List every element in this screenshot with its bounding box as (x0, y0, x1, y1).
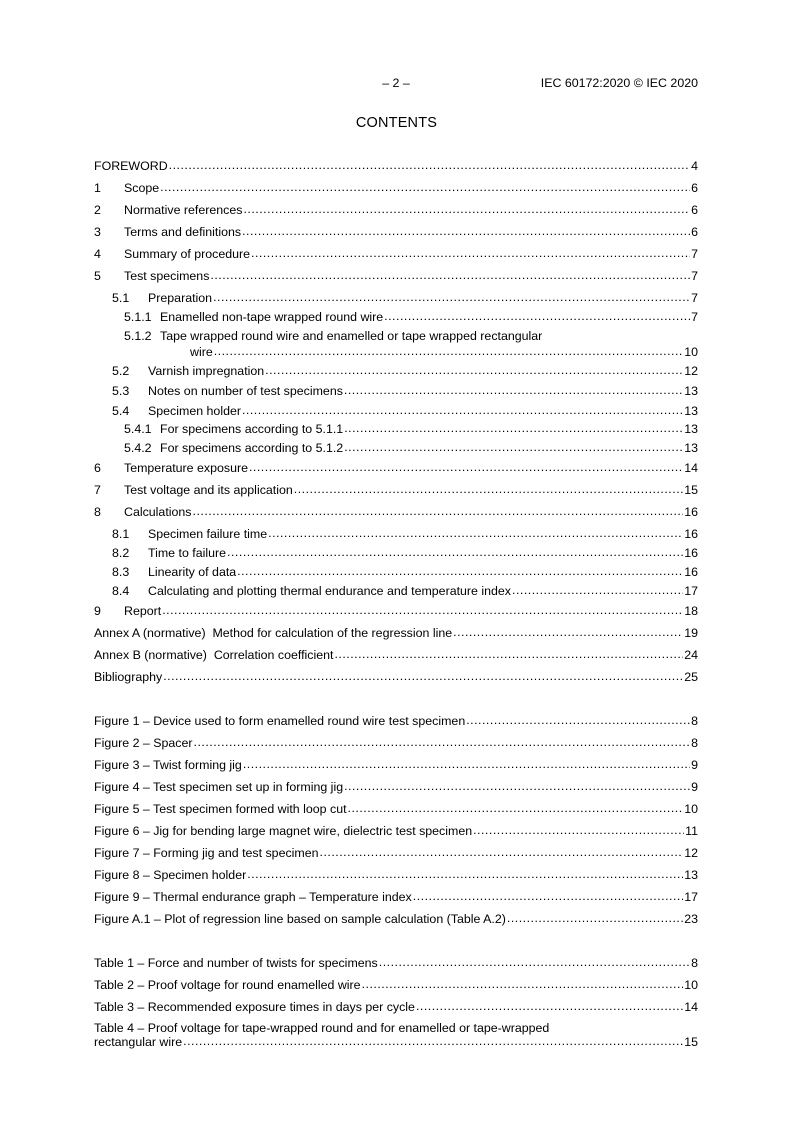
toc-entry-text: Test specimens (124, 269, 210, 283)
figure-entry[interactable] (94, 846, 698, 860)
toc-entry-report[interactable] (94, 604, 698, 618)
toc-entry-text: Notes on number of test specimens (148, 384, 343, 398)
toc-entry-page: 16 (684, 565, 698, 579)
toc-entry-calculating-and-plotting[interactable] (94, 584, 698, 598)
toc-entry-text: Calculating and plotting thermal endurance and temperature index (148, 584, 512, 598)
toc-entry-text: Preparation (148, 291, 213, 305)
toc-entry-scope[interactable] (94, 181, 698, 195)
table-entry-text: Table 4 – Proof voltage for tape-wrapped round and for enamelled or tape-wrapped (94, 1021, 550, 1035)
toc-entry-test-specimens[interactable] (94, 269, 698, 283)
toc-entry-text: Enamelled non-tape wrapped round wire (160, 310, 384, 324)
toc-entry-page: 10 (684, 345, 698, 359)
figure-entry[interactable] (94, 714, 698, 728)
figure-entry-text: Figure 3 – Twist forming jig (94, 758, 242, 772)
toc-entry-page: 7 (691, 269, 698, 283)
toc-entry-time-to-failure[interactable] (94, 546, 698, 560)
figure-entry[interactable] (94, 736, 698, 750)
toc-entry-page: 12 (684, 364, 698, 378)
toc-entry-page: 13 (684, 384, 698, 398)
toc-entry-notes-on-number[interactable] (94, 384, 698, 398)
toc-entry-page: 24 (684, 648, 698, 662)
toc-entry-number: 8.1 (112, 527, 130, 541)
toc-entry-temperature-exposure[interactable] (94, 461, 698, 475)
page-header (94, 76, 698, 92)
toc-entry-specimens-5-1-1[interactable] (94, 422, 698, 436)
toc-entry-text: Specimen failure time (148, 527, 268, 541)
toc-entry-tape-wrapped-round-wire[interactable] (94, 329, 698, 359)
table-entry-page: 15 (684, 1035, 698, 1049)
figure-entry[interactable] (94, 758, 698, 772)
toc-entry-specimens-5-1-2[interactable] (94, 441, 698, 455)
toc-entry-text: Summary of procedure (124, 247, 251, 261)
toc-entry-text: Time to failure (148, 546, 227, 560)
toc-entry-page: 16 (684, 546, 698, 560)
table-entry[interactable] (94, 1000, 698, 1014)
toc-entry-preparation[interactable] (94, 291, 698, 305)
table-entry-text: Table 2 – Proof voltage for round enamelled wire (94, 978, 361, 992)
page-title: CONTENTS (355, 115, 438, 131)
toc-entry-number: 3 (94, 225, 101, 239)
toc-entry-number: 6 (94, 461, 101, 475)
toc-entry-page: 16 (684, 505, 698, 519)
figure-entry-page: 8 (691, 736, 698, 750)
table-entry-page: 10 (684, 978, 698, 992)
toc-entry-annex-b[interactable] (94, 648, 698, 662)
table-entry-text: Table 3 – Recommended exposure times in days per cycle (94, 1000, 415, 1014)
toc-entry-number: 5.2 (112, 364, 130, 378)
toc-entry-number: 5.3 (112, 384, 130, 398)
toc-entry-text: Normative references (124, 203, 243, 217)
toc-entry-page: 7 (691, 247, 698, 261)
figure-entry-page: 11 (685, 824, 698, 838)
toc-entry-text: Test voltage and its application (124, 483, 293, 497)
toc-entry-number: 5 (94, 269, 101, 283)
toc-entry-page: 13 (684, 422, 698, 436)
toc-entry-text: Annex B (normative) Correlation coefficient (94, 648, 334, 662)
toc-entry-number: 8.3 (112, 565, 130, 579)
toc-entry-varnish-impregnation[interactable] (94, 364, 698, 378)
figure-entry-text: Figure 9 – Thermal endurance graph – Temperature index (94, 890, 412, 904)
toc-entry-number: 7 (94, 483, 101, 497)
toc-entry-specimen-failure-time[interactable] (94, 527, 698, 541)
figure-entry-page: 17 (684, 890, 698, 904)
figure-entry-text: Figure 7 – Forming jig and test specimen (94, 846, 319, 860)
toc-entry-foreword[interactable] (94, 159, 698, 173)
figure-entry[interactable] (94, 890, 698, 904)
figure-entry[interactable] (94, 780, 698, 794)
figure-entry-page: 8 (691, 714, 698, 728)
toc-entry-page: 7 (691, 310, 698, 324)
table-entry-page: 8 (691, 956, 698, 970)
toc-entry-text: For specimens according to 5.1.2 (160, 441, 344, 455)
figure-entry-text: Figure 4 – Test specimen set up in forming jig (94, 780, 344, 794)
toc-entry-text: Terms and definitions (124, 225, 242, 239)
toc-entry-number: 5.1 (112, 291, 130, 305)
toc-entry-number: 2 (94, 203, 101, 217)
toc-entry-number: 4 (94, 247, 101, 261)
toc-entry-number: 8.4 (112, 584, 130, 598)
toc-entry-page: 25 (684, 670, 698, 684)
toc-entry-summary-of-procedure[interactable] (94, 247, 698, 261)
figure-entry-text: Figure A.1 – Plot of regression line based on sample calculation (Table A.2) (94, 912, 506, 926)
table-entry-page: 14 (684, 1000, 698, 1014)
figure-entry[interactable] (94, 802, 698, 816)
toc-entry-page: 6 (691, 225, 698, 239)
toc-entry-calculations[interactable] (94, 505, 698, 519)
figure-entry-text: Figure 8 – Specimen holder (94, 868, 247, 882)
toc-entry-text: Bibliography (94, 670, 163, 684)
toc-entry-enamelled-non-tape-wrapped[interactable] (94, 310, 698, 324)
figure-entry-page: 12 (684, 846, 698, 860)
figure-entry-text: Figure 1 – Device used to form enamelled round wire test specimen (94, 714, 466, 728)
toc-entry-number: 5.4 (112, 404, 130, 418)
figure-entry-page: 13 (684, 868, 698, 882)
toc-entry-linearity-of-data[interactable] (94, 565, 698, 579)
toc-entry-test-voltage[interactable] (94, 483, 698, 497)
figure-entry-text: Figure 6 – Jig for bending large magnet wire, dielectric test specimen (94, 824, 473, 838)
toc-entry-normative-references[interactable] (94, 203, 698, 217)
toc-entry-page: 18 (684, 604, 698, 618)
figure-entry-page: 9 (691, 780, 698, 794)
figure-entry[interactable] (94, 824, 698, 838)
page-number: – 2 – (382, 76, 410, 90)
toc-entry-text: Tape wrapped round wire and enamelled or tape wrapped rectangular (160, 329, 543, 343)
toc-entry-page: 13 (684, 441, 698, 455)
toc-entry-page: 14 (684, 461, 698, 475)
toc-entry-text: FOREWORD (94, 159, 168, 173)
table-entry[interactable] (94, 1021, 698, 1049)
toc-entry-text: Annex A (normative) Method for calculation of the regression line (94, 626, 453, 640)
table-entry-text: Table 1 – Force and number of twists for specimens (94, 956, 378, 970)
table-entry-text-continued: rectangular wire (94, 1035, 183, 1049)
toc-entry-text: Scope (124, 181, 160, 195)
toc-entry-text: Calculations (124, 505, 192, 519)
toc-entry-text: Linearity of data (148, 565, 237, 579)
toc-entry-annex-a[interactable] (94, 626, 698, 640)
table-entry[interactable] (94, 956, 698, 970)
toc-entry-text: Specimen holder (148, 404, 241, 418)
toc-entry-text: Report (124, 604, 162, 618)
table-entry[interactable] (94, 978, 698, 992)
toc-entry-number: 5.1.1 (124, 310, 152, 324)
toc-entry-page: 16 (684, 527, 698, 541)
toc-entry-number: 5.4.2 (124, 441, 152, 455)
toc-entry-text: Varnish impregnation (148, 364, 265, 378)
figure-entry-text: Figure 5 – Test specimen formed with loop cut (94, 802, 347, 816)
toc-entry-text: For specimens according to 5.1.1 (160, 422, 344, 436)
toc-entry-page: 7 (691, 291, 698, 305)
toc-entry-page: 19 (684, 626, 698, 640)
toc-entry-page: 6 (691, 203, 698, 217)
toc-entry-text-continued: wire (190, 345, 213, 359)
toc-entry-page: 15 (684, 483, 698, 497)
toc-entry-terms-and-definitions[interactable] (94, 225, 698, 239)
toc-entry-specimen-holder[interactable] (94, 404, 698, 418)
toc-entry-page: 13 (684, 404, 698, 418)
toc-entry-number: 1 (94, 181, 101, 195)
figure-entry[interactable] (94, 868, 698, 882)
toc-entry-number: 8.2 (112, 546, 130, 560)
figure-entry-page: 10 (684, 802, 698, 816)
figure-entry-text: Figure 2 – Spacer (94, 736, 193, 750)
toc-entry-page: 6 (691, 181, 698, 195)
toc-entry-text: Temperature exposure (124, 461, 248, 475)
standard-identifier: IEC 60172:2020 © IEC 2020 (540, 76, 698, 90)
toc-entry-number: 8 (94, 505, 101, 519)
toc-entry-number: 9 (94, 604, 101, 618)
toc-entry-number: 5.1.2 (124, 329, 152, 343)
figure-entry[interactable] (94, 912, 698, 926)
toc-entry-page: 17 (684, 584, 698, 598)
toc-entry-bibliography[interactable] (94, 670, 698, 684)
figure-entry-page: 9 (691, 758, 698, 772)
toc-entry-number: 5.4.1 (124, 422, 152, 436)
figure-entry-page: 23 (684, 912, 698, 926)
toc-entry-page: 4 (691, 159, 698, 173)
